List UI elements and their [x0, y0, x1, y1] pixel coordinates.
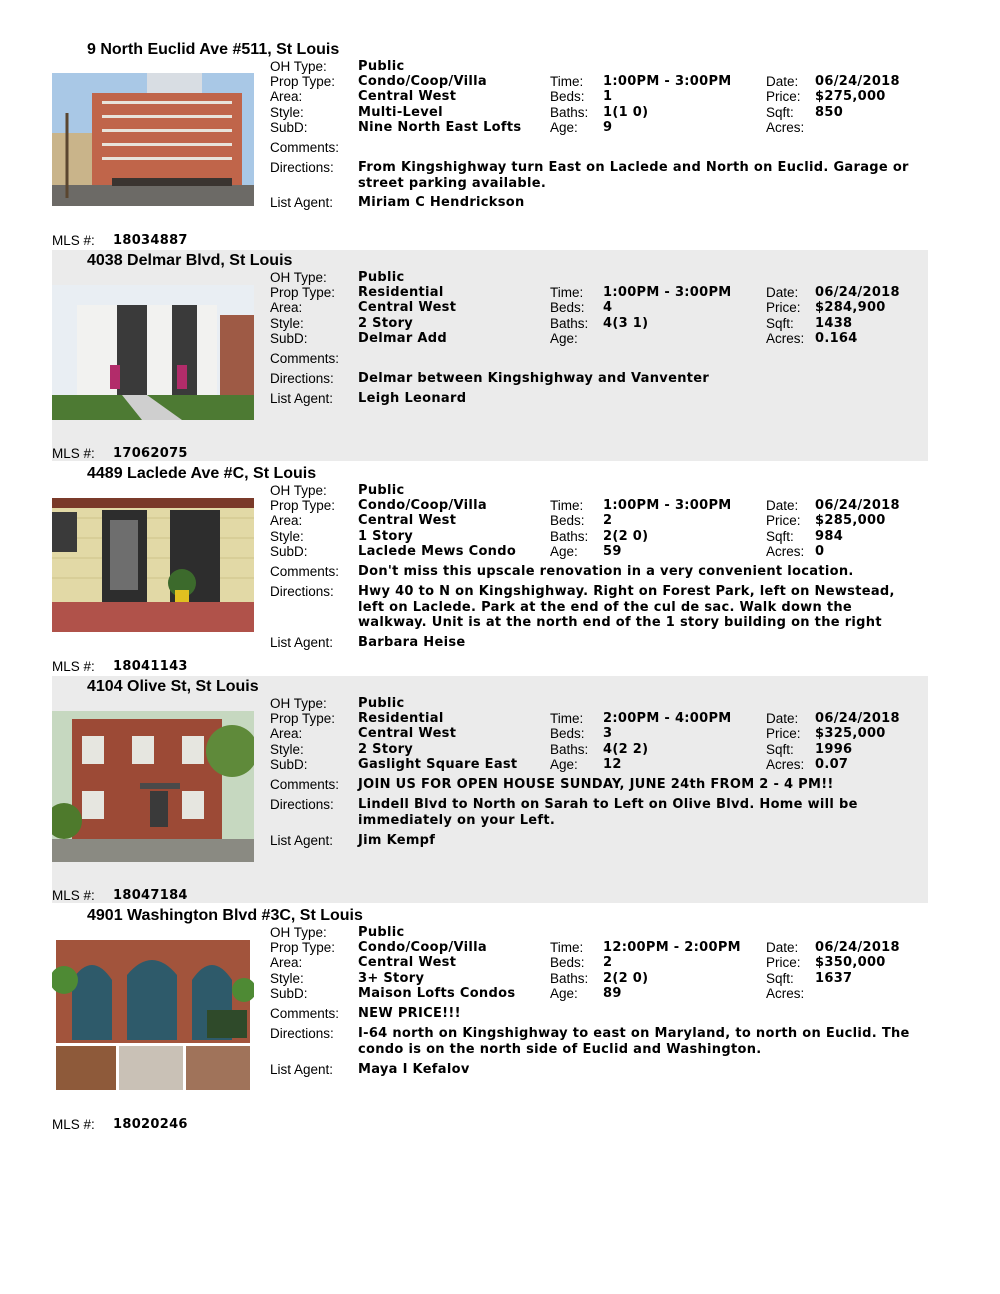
value-directions: Lindell Blvd to North on Sarah to Left on Olive Blvd. Home will be immediately on your Left. [358, 797, 858, 828]
label-baths: Baths: [550, 971, 589, 986]
label-date: Date: [766, 498, 799, 513]
value-subd: Gaslight Square East [358, 757, 518, 772]
value-directions: Hwy 40 to N on Kingshighway. Right on Forest Park, left on Newstead, left on Laclede. Park at the end of the cul de sac. Walk down the walkway. Unit is at the north end of the 1 story building on the right [358, 584, 895, 630]
label-acres: Acres: [766, 757, 805, 772]
label-list-agent: List Agent: [270, 635, 334, 650]
listing-photo[interactable] [52, 73, 254, 206]
label-price: Price: [766, 513, 801, 528]
value-subd: Maison Lofts Condos [358, 986, 516, 1001]
listing-3 [52, 676, 928, 903]
value-age: 12 [603, 757, 622, 772]
label-prop-type: Prop Type: [270, 498, 336, 513]
value-date: 06/24/2018 [815, 711, 900, 726]
listing-photo[interactable] [52, 285, 254, 420]
mls-row-0 [52, 233, 188, 249]
label-age: Age: [550, 986, 578, 1001]
value-prop-type: Residential [358, 285, 444, 300]
value-oh-type: Public [358, 270, 405, 285]
label-date: Date: [766, 285, 799, 300]
label-prop-type: Prop Type: [270, 285, 336, 300]
value-beds: 4 [603, 300, 613, 315]
mls-number: 17062075 [113, 446, 188, 461]
label-style: Style: [270, 105, 304, 120]
label-age: Age: [550, 331, 578, 346]
label-acres: Acres: [766, 331, 805, 346]
value-subd: Nine North East Lofts [358, 120, 522, 135]
label-price: Price: [766, 300, 801, 315]
label-sqft: Sqft: [766, 742, 794, 757]
label-list-agent: List Agent: [270, 391, 334, 406]
label-oh-type: OH Type: [270, 270, 327, 285]
label-list-agent: List Agent: [270, 1062, 334, 1077]
value-time: 1:00PM - 3:00PM [603, 498, 732, 513]
label-oh-type: OH Type: [270, 483, 327, 498]
value-subd: Delmar Add [358, 331, 447, 346]
label-subd: SubD: [270, 331, 308, 346]
listing-4 [52, 905, 928, 1115]
label-acres: Acres: [766, 986, 805, 1001]
value-baths: 2(2 0) [603, 529, 649, 544]
label-price: Price: [766, 89, 801, 104]
value-list-agent: Jim Kempf [358, 833, 436, 848]
listing-1 [52, 250, 928, 461]
mls-label: MLS #: [52, 233, 95, 248]
label-acres: Acres: [766, 120, 805, 135]
value-area: Central West [358, 726, 457, 741]
value-comments: JOIN US FOR OPEN HOUSE SUNDAY, JUNE 24th FROM 2 - 4 PM!! [358, 777, 834, 792]
label-comments: Comments: [270, 351, 340, 366]
value-price: $350,000 [815, 955, 886, 970]
value-style: 3+ Story [358, 971, 425, 986]
label-style: Style: [270, 971, 304, 986]
listing-address: 4038 Delmar Blvd, St Louis [87, 252, 293, 269]
label-subd: SubD: [270, 120, 308, 135]
mls-row-2 [52, 659, 188, 675]
value-age: 9 [603, 120, 613, 135]
value-age: 59 [603, 544, 622, 559]
value-sqft: 1996 [815, 742, 853, 757]
value-directions: I-64 north on Kingshighway to east on Maryland, to north on Euclid. The condo is on the north side of Euclid and Washington. [358, 1026, 910, 1057]
mls-number: 18034887 [113, 233, 188, 248]
value-comments: NEW PRICE!!! [358, 1006, 461, 1021]
label-age: Age: [550, 757, 578, 772]
label-comments: Comments: [270, 1006, 340, 1021]
value-style: 2 Story [358, 316, 414, 331]
value-acres: 0 [815, 544, 825, 559]
value-time: 2:00PM - 4:00PM [603, 711, 732, 726]
label-comments: Comments: [270, 564, 340, 579]
mls-label: MLS #: [52, 659, 95, 674]
value-prop-type: Condo/Coop/Villa [358, 74, 487, 89]
label-prop-type: Prop Type: [270, 74, 336, 89]
listing-address: 4489 Laclede Ave #C, St Louis [87, 465, 317, 482]
label-beds: Beds: [550, 513, 585, 528]
label-sqft: Sqft: [766, 529, 794, 544]
value-beds: 1 [603, 89, 613, 104]
label-directions: Directions: [270, 797, 334, 812]
value-baths: 1(1 0) [603, 105, 649, 120]
label-area: Area: [270, 513, 303, 528]
value-beds: 2 [603, 955, 613, 970]
label-beds: Beds: [550, 300, 585, 315]
label-baths: Baths: [550, 105, 589, 120]
value-list-agent: Barbara Heise [358, 635, 466, 650]
label-date: Date: [766, 74, 799, 89]
mls-row-3 [52, 888, 188, 904]
label-baths: Baths: [550, 529, 589, 544]
label-prop-type: Prop Type: [270, 711, 336, 726]
label-directions: Directions: [270, 1026, 334, 1041]
label-style: Style: [270, 316, 304, 331]
listing-photo[interactable] [52, 711, 254, 862]
label-sqft: Sqft: [766, 105, 794, 120]
label-directions: Directions: [270, 584, 334, 599]
listing-address: 4901 Washington Blvd #3C, St Louis [87, 907, 363, 924]
label-baths: Baths: [550, 742, 589, 757]
value-list-agent: Maya I Kefalov [358, 1062, 470, 1077]
value-baths: 4(2 2) [603, 742, 649, 757]
label-time: Time: [550, 940, 584, 955]
value-directions: From Kingshighway turn East on Laclede and North on Euclid. Garage or street parking available. [358, 160, 909, 191]
value-directions: Delmar between Kingshighway and Vanventer [358, 371, 710, 386]
value-oh-type: Public [358, 696, 405, 711]
value-beds: 3 [603, 726, 613, 741]
label-price: Price: [766, 955, 801, 970]
value-price: $275,000 [815, 89, 886, 104]
label-directions: Directions: [270, 371, 334, 386]
label-date: Date: [766, 940, 799, 955]
label-prop-type: Prop Type: [270, 940, 336, 955]
value-time: 1:00PM - 3:00PM [603, 285, 732, 300]
label-age: Age: [550, 544, 578, 559]
listing-2 [52, 463, 928, 661]
label-date: Date: [766, 711, 799, 726]
value-beds: 2 [603, 513, 613, 528]
value-sqft: 984 [815, 529, 844, 544]
label-subd: SubD: [270, 986, 308, 1001]
value-date: 06/24/2018 [815, 498, 900, 513]
value-area: Central West [358, 955, 457, 970]
value-list-agent: Miriam C Hendrickson [358, 195, 525, 210]
listing-address: 4104 Olive St, St Louis [87, 678, 259, 695]
label-price: Price: [766, 726, 801, 741]
value-list-agent: Leigh Leonard [358, 391, 467, 406]
label-comments: Comments: [270, 140, 340, 155]
label-list-agent: List Agent: [270, 833, 334, 848]
value-acres: 0.07 [815, 757, 849, 772]
label-style: Style: [270, 742, 304, 757]
value-prop-type: Residential [358, 711, 444, 726]
label-subd: SubD: [270, 544, 308, 559]
value-comments: Don't miss this upscale renovation in a very convenient location. [358, 564, 854, 579]
label-oh-type: OH Type: [270, 59, 327, 74]
label-area: Area: [270, 726, 303, 741]
label-acres: Acres: [766, 544, 805, 559]
value-area: Central West [358, 513, 457, 528]
value-baths: 2(2 0) [603, 971, 649, 986]
value-age: 89 [603, 986, 622, 1001]
label-age: Age: [550, 120, 578, 135]
value-sqft: 1438 [815, 316, 853, 331]
label-oh-type: OH Type: [270, 925, 327, 940]
value-area: Central West [358, 300, 457, 315]
label-oh-type: OH Type: [270, 696, 327, 711]
value-style: 1 Story [358, 529, 414, 544]
value-area: Central West [358, 89, 457, 104]
value-oh-type: Public [358, 483, 405, 498]
label-beds: Beds: [550, 955, 585, 970]
value-subd: Laclede Mews Condo [358, 544, 517, 559]
label-time: Time: [550, 498, 584, 513]
listing-0 [52, 38, 928, 228]
value-sqft: 850 [815, 105, 844, 120]
mls-number: 18041143 [113, 659, 188, 674]
value-price: $285,000 [815, 513, 886, 528]
value-date: 06/24/2018 [815, 940, 900, 955]
mls-label: MLS #: [52, 888, 95, 903]
value-sqft: 1637 [815, 971, 853, 986]
mls-row-4 [52, 1117, 188, 1133]
value-style: Multi-Level [358, 105, 443, 120]
listing-photo[interactable] [52, 498, 254, 632]
mls-label: MLS #: [52, 446, 95, 461]
mls-row-1 [52, 446, 188, 462]
value-style: 2 Story [358, 742, 414, 757]
label-beds: Beds: [550, 89, 585, 104]
value-date: 06/24/2018 [815, 74, 900, 89]
mls-number: 18047184 [113, 888, 188, 903]
value-prop-type: Condo/Coop/Villa [358, 498, 487, 513]
label-baths: Baths: [550, 316, 589, 331]
listing-photo[interactable] [52, 940, 254, 1090]
label-sqft: Sqft: [766, 316, 794, 331]
label-style: Style: [270, 529, 304, 544]
label-time: Time: [550, 74, 584, 89]
value-prop-type: Condo/Coop/Villa [358, 940, 487, 955]
label-list-agent: List Agent: [270, 195, 334, 210]
value-time: 1:00PM - 3:00PM [603, 74, 732, 89]
label-time: Time: [550, 711, 584, 726]
value-date: 06/24/2018 [815, 285, 900, 300]
label-area: Area: [270, 89, 303, 104]
label-comments: Comments: [270, 777, 340, 792]
label-beds: Beds: [550, 726, 585, 741]
value-oh-type: Public [358, 59, 405, 74]
label-directions: Directions: [270, 160, 334, 175]
mls-label: MLS #: [52, 1117, 95, 1132]
mls-number: 18020246 [113, 1117, 188, 1132]
value-oh-type: Public [358, 925, 405, 940]
label-area: Area: [270, 955, 303, 970]
value-price: $284,900 [815, 300, 886, 315]
value-time: 12:00PM - 2:00PM [603, 940, 741, 955]
label-time: Time: [550, 285, 584, 300]
listing-address: 9 North Euclid Ave #511, St Louis [87, 41, 340, 58]
value-acres: 0.164 [815, 331, 858, 346]
label-sqft: Sqft: [766, 971, 794, 986]
label-subd: SubD: [270, 757, 308, 772]
value-price: $325,000 [815, 726, 886, 741]
label-area: Area: [270, 300, 303, 315]
value-baths: 4(3 1) [603, 316, 649, 331]
